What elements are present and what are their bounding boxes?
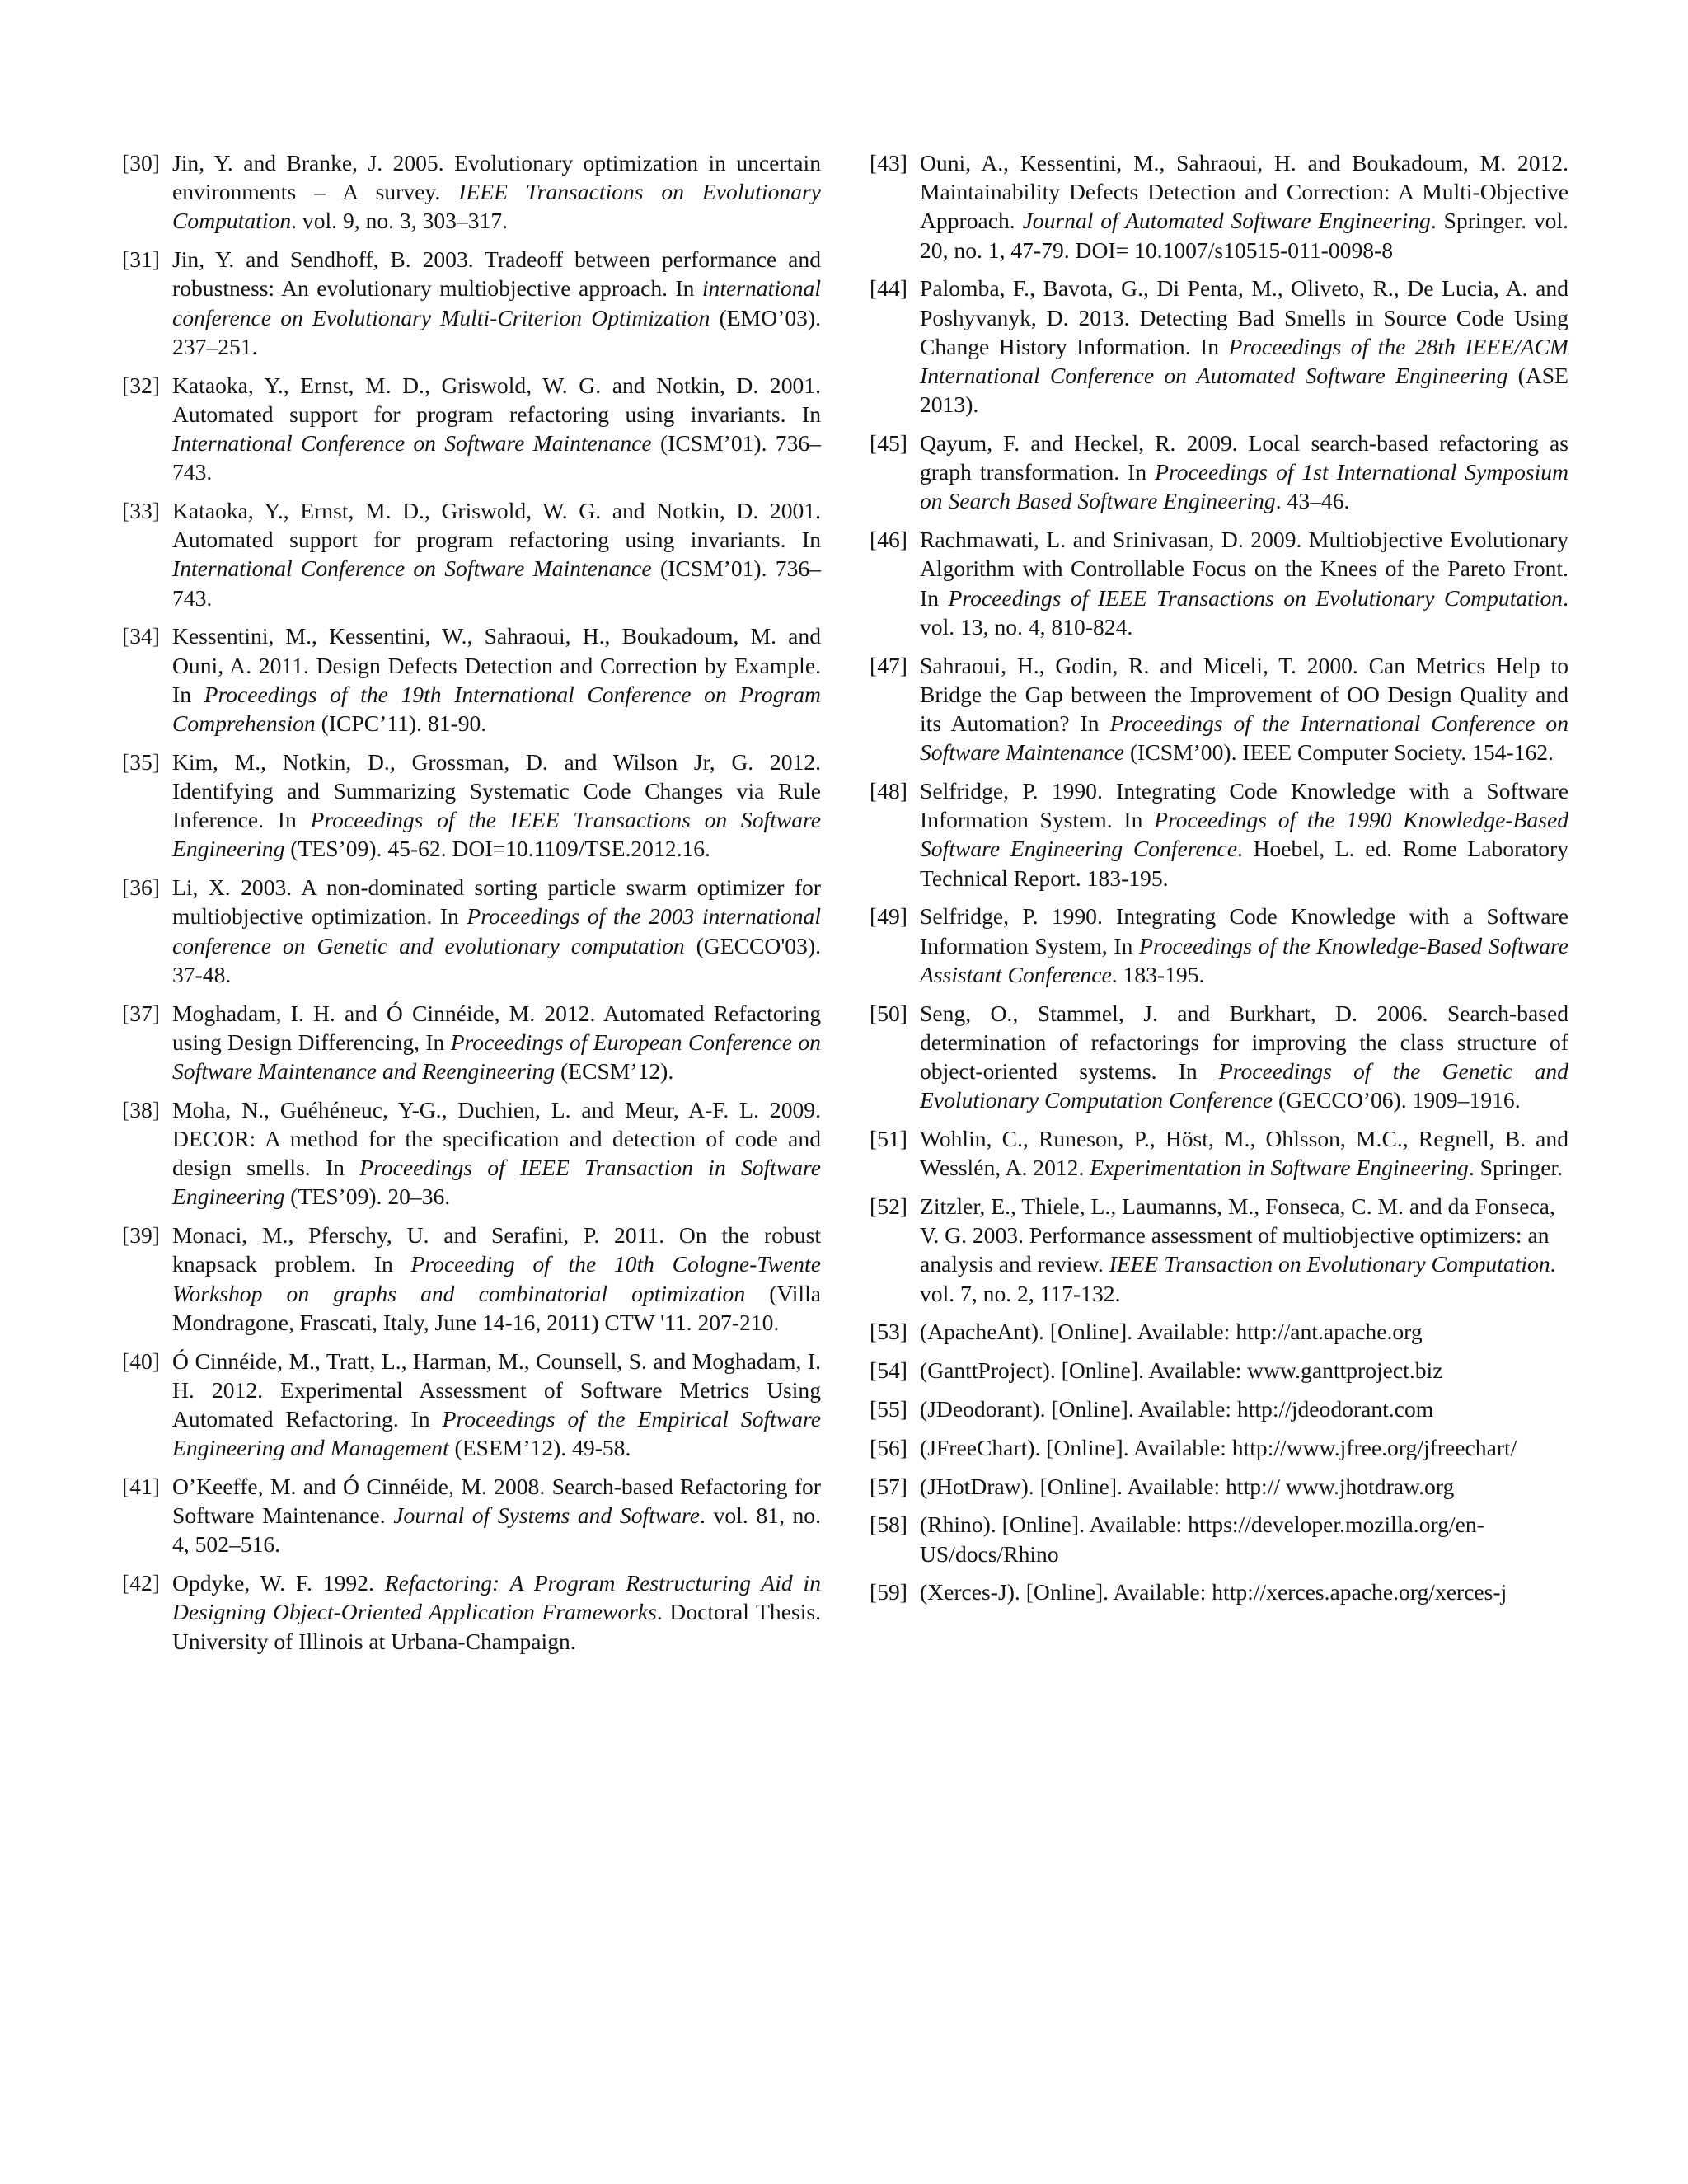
reference-number: [57] bbox=[870, 1473, 907, 1499]
reference-fragment: (JDeodorant). [Online]. Available: http://jdeodorant.com bbox=[920, 1396, 1434, 1422]
reference-fragment: Jin, Y. and Branke, J. 2005. Evolutionary optimization in uncertain environments – A survey. bbox=[172, 150, 821, 205]
reference-fragment: (TES’09). 20–36. bbox=[284, 1183, 451, 1210]
reference-text bbox=[920, 1356, 1568, 1385]
reference-number: [34] bbox=[122, 623, 160, 649]
reference-fragment: (GanttProject). [Online]. Available: www.ganttproject.biz bbox=[920, 1357, 1443, 1384]
reference-entry bbox=[870, 429, 1568, 516]
reference-entry bbox=[122, 371, 821, 487]
reference-entry bbox=[870, 1472, 1568, 1501]
reference-entry bbox=[870, 1317, 1568, 1346]
reference-fragment: Moghadam, I. H. and Ó Cinnéide, M. 2012. Automated Refactoring using Design Differencing, In bbox=[172, 1000, 821, 1055]
reference-fragment: Ó Cinnéide, M., Tratt, L., Harman, M., Counsell, S. and Moghadam, I. H. 2012. Experimental Assessment of Software Metrics Using Automated Refactoring. In bbox=[172, 1347, 821, 1432]
reference-fragment: Selfridge, P. 1990. Integrating Code Knowledge with a Software Information System. In bbox=[920, 778, 1568, 833]
reference-text bbox=[172, 496, 821, 612]
reference-fragment: (Xerces-J). [Online]. Available: http://xerces.apache.org/xerces-j bbox=[920, 1579, 1507, 1605]
reference-text bbox=[172, 1568, 821, 1656]
reference-fragment: . 43–46. bbox=[1275, 488, 1350, 514]
reference-fragment: . Hoebel, L. ed. Rome Laboratory Technical Report. 183-195. bbox=[920, 836, 1568, 891]
reference-number: [32] bbox=[122, 372, 160, 398]
reference-text bbox=[920, 1472, 1568, 1501]
reference-fragment: (ICPC’11). 81-90. bbox=[315, 710, 487, 737]
reference-venue: IEEE Transactions on Evolutionary Computation bbox=[172, 179, 821, 234]
reference-text bbox=[920, 1394, 1568, 1423]
reference-fragment: (EMO’03). 237–251. bbox=[172, 304, 821, 359]
reference-text bbox=[172, 621, 821, 738]
reference-entry bbox=[870, 651, 1568, 767]
reference-fragment: (JFreeChart). [Online]. Available: http://www.jfree.org/jfreechart/ bbox=[920, 1434, 1517, 1460]
reference-venue: Proceedings of the 28th IEEE/ACM International Conference on Automated Software Engineering bbox=[920, 333, 1568, 389]
reference-entry bbox=[870, 1510, 1568, 1568]
reference-fragment: . vol. 81, no. 4, 502–516. bbox=[172, 1502, 821, 1558]
reference-venue: Proceedings of the 19th International Conference on Program Comprehension bbox=[172, 681, 821, 737]
reference-text bbox=[172, 748, 821, 864]
reference-number: [53] bbox=[870, 1319, 907, 1345]
reference-number: [31] bbox=[122, 246, 160, 273]
reference-fragment: Kessentini, M., Kessentini, W., Sahraoui, H., Boukadoum, M. and Ouni, A. 2011. Design Defects Detection and Correction by Example. In bbox=[172, 623, 821, 707]
reference-number: [59] bbox=[870, 1579, 907, 1605]
reference-fragment: Kataoka, Y., Ernst, M. D., Griswold, W. G. and Notkin, D. 2001. Automated support for program refactoring using invariants. In bbox=[172, 372, 821, 427]
reference-text bbox=[920, 274, 1568, 419]
reference-number: [43] bbox=[870, 150, 907, 176]
reference-entry bbox=[122, 621, 821, 738]
reference-venue: IEEE Transaction on Evolutionary Computation bbox=[1109, 1251, 1550, 1277]
reference-entry bbox=[870, 1577, 1568, 1606]
reference-fragment: Rachmawati, L. and Srinivasan, D. 2009. Multiobjective Evolutionary Algorithm with Controllable Focus on the Knees of the Pareto Front. In bbox=[920, 527, 1568, 611]
reference-text bbox=[920, 1577, 1568, 1606]
reference-number: [38] bbox=[122, 1096, 160, 1122]
reference-number: [45] bbox=[870, 430, 907, 457]
reference-text bbox=[920, 651, 1568, 767]
reference-text bbox=[172, 1221, 821, 1337]
reference-venue: Proceeding of the 10th Cologne-Twente Workshop on graphs and combinatorial optimization bbox=[172, 1251, 821, 1306]
reference-number: [33] bbox=[122, 498, 160, 524]
reference-fragment: (ApacheAnt). [Online]. Available: http://ant.apache.org bbox=[920, 1319, 1423, 1345]
reference-venue: Proceedings of 1st International Symposium on Search Based Software Engineering bbox=[920, 459, 1568, 514]
reference-entry bbox=[870, 999, 1568, 1115]
reference-fragment: Monaci, M., Pferschy, U. and Serafini, P. 2011. On the robust knapsack problem. In bbox=[172, 1222, 821, 1277]
reference-text bbox=[920, 902, 1568, 989]
reference-venue: Proceedings of the International Conference on Software Maintenance bbox=[920, 710, 1568, 766]
reference-entry bbox=[122, 245, 821, 361]
reference-text bbox=[920, 999, 1568, 1115]
reference-text bbox=[172, 1347, 821, 1463]
reference-fragment: Opdyke, W. F. 1992. bbox=[172, 1570, 385, 1596]
reference-venue: Journal of Automated Software Engineering bbox=[1022, 208, 1431, 234]
reference-fragment: Wohlin, C., Runeson, P., Höst, M., Ohlsson, M.C., Regnell, B. and Wesslén, A. 2012. bbox=[920, 1126, 1568, 1181]
reference-fragment: . vol. 7, no. 2, 117-132. bbox=[920, 1251, 1556, 1306]
left-column bbox=[122, 148, 821, 1665]
reference-venue: Refactoring: A Program Restructuring Aid in Designing Object-Oriented Application Frameworks bbox=[172, 1570, 822, 1625]
reference-number: [30] bbox=[122, 150, 160, 176]
reference-entry bbox=[122, 748, 821, 864]
reference-number: [48] bbox=[870, 778, 907, 804]
reference-entry bbox=[870, 1356, 1568, 1385]
reference-entry bbox=[122, 1095, 821, 1212]
reference-venue: international conference on Evolutionary Multi-Criterion Optimization bbox=[172, 275, 821, 330]
reference-number: [37] bbox=[122, 1000, 160, 1026]
reference-venue: Journal of Systems and Software bbox=[393, 1502, 701, 1529]
reference-fragment: Moha, N., Guéhéneuc, Y-G., Duchien, L. and Meur, A-F. L. 2009. DECOR: A method for the specification and detection of code and design smells. In bbox=[172, 1096, 821, 1181]
reference-fragment: Li, X. 2003. A non-dominated sorting particle swarm optimizer for multiobjective optimization. In bbox=[172, 874, 821, 930]
reference-number: [40] bbox=[122, 1347, 160, 1374]
reference-fragment: (ASE 2013). bbox=[920, 363, 1569, 418]
reference-venue: Proceedings of the 2003 international conference on Genetic and evolutionary computation bbox=[172, 903, 821, 958]
reference-number: [52] bbox=[870, 1193, 907, 1220]
reference-number: [39] bbox=[122, 1222, 160, 1249]
reference-venue: Proceedings of the Knowledge-Based Software Assistant Conference bbox=[920, 932, 1569, 987]
reference-text bbox=[172, 245, 821, 361]
reference-text bbox=[920, 1192, 1568, 1308]
reference-entry bbox=[870, 148, 1568, 265]
reference-fragment: Palomba, F., Bavota, G., Di Penta, M., Oliveto, R., De Lucia, A. and Poshyvanyk, D. 2013. Detecting Bad Smells in Source Code Using Change History Information. In bbox=[920, 275, 1568, 359]
reference-number: [36] bbox=[122, 874, 160, 901]
reference-venue: Experimentation in Software Engineering bbox=[1090, 1155, 1469, 1181]
reference-number: [35] bbox=[122, 748, 160, 775]
reference-venue: Proceedings of IEEE Transaction in Software Engineering bbox=[172, 1155, 821, 1210]
reference-venue: International Conference on Software Maintenance bbox=[172, 430, 652, 457]
reference-text bbox=[920, 776, 1568, 893]
reference-fragment: . Springer. vol. 20, no. 1, 47-79. DOI= 10.1007/s10515-011-0098-8 bbox=[920, 208, 1568, 263]
reference-fragment: Zitzler, E., Thiele, L., Laumanns, M., Fonseca, C. M. and da Fonseca, V. G. 2003. Performance assessment of multiobjective optimizers: an analysis and review. bbox=[920, 1193, 1555, 1277]
reference-entry bbox=[870, 776, 1568, 893]
reference-entry bbox=[870, 1124, 1568, 1182]
reference-number: [46] bbox=[870, 527, 907, 553]
reference-number: [49] bbox=[870, 903, 907, 930]
reference-text bbox=[920, 1124, 1568, 1182]
reference-venue: Proceedings of the Genetic and Evolutionary Computation Conference bbox=[920, 1058, 1568, 1113]
reference-fragment: . 183-195. bbox=[1111, 961, 1205, 987]
reference-entry bbox=[870, 902, 1568, 989]
reference-text bbox=[172, 873, 821, 989]
reference-fragment: . vol. 13, no. 4, 810-824. bbox=[920, 584, 1568, 640]
reference-text bbox=[172, 1095, 821, 1212]
reference-entry bbox=[122, 148, 821, 236]
reference-fragment: O’Keeffe, M. and Ó Cinnéide, M. 2008. Search-based Refactoring for Software Maintenance. bbox=[172, 1474, 821, 1529]
reference-number: [42] bbox=[122, 1570, 160, 1596]
reference-venue: Proceedings of the Empirical Software Engineering and Management bbox=[172, 1406, 821, 1461]
reference-number: [47] bbox=[870, 652, 907, 678]
reference-entry bbox=[870, 1433, 1568, 1462]
reference-text bbox=[920, 1510, 1568, 1568]
reference-fragment: Seng, O., Stammel, J. and Burkhart, D. 2006. Search-based determination of refactorings for improving the class structure of object-oriented systems. In bbox=[920, 1000, 1568, 1085]
reference-venue: Proceedings of European Conference on Software Maintenance and Reengineering bbox=[172, 1029, 821, 1085]
reference-number: [50] bbox=[870, 1000, 907, 1026]
reference-fragment: (ICSM’00). IEEE Computer Society. 154-162. bbox=[1124, 739, 1554, 766]
reference-fragment: Ouni, A., Kessentini, M., Sahraoui, H. and Boukadoum, M. 2012. Maintainability Defects Detection and Correction: A Multi-Objective Approach. bbox=[920, 150, 1568, 234]
reference-fragment: (GECCO'03). 37-48. bbox=[172, 932, 821, 987]
reference-fragment: Qayum, F. and Heckel, R. 2009. Local search-based refactoring as graph transformation. In bbox=[920, 430, 1568, 485]
reference-number: [56] bbox=[870, 1434, 907, 1460]
reference-text bbox=[920, 429, 1568, 516]
reference-text bbox=[920, 1317, 1568, 1346]
reference-text bbox=[920, 148, 1568, 265]
reference-fragment: (JHotDraw). [Online]. Available: http:// www.jhotdraw.org bbox=[920, 1473, 1455, 1499]
reference-entry bbox=[122, 1221, 821, 1337]
reference-text bbox=[172, 371, 821, 487]
reference-venue: Proceedings of the IEEE Transactions on Software Engineering bbox=[172, 807, 821, 862]
reference-fragment: Jin, Y. and Sendhoff, B. 2003. Tradeoff between performance and robustness: An evolutionary multiobjective approach. In bbox=[172, 246, 821, 302]
reference-entry bbox=[870, 525, 1568, 641]
reference-venue: Proceedings of IEEE Transactions on Evolutionary Computation bbox=[948, 584, 1564, 611]
reference-fragment: (Villa Mondragone, Frascati, Italy, June 14-16, 2011) CTW '11. 207-210. bbox=[172, 1280, 821, 1335]
reference-fragment: (GECCO’06). 1909–1916. bbox=[1273, 1087, 1521, 1113]
reference-venue: Proceedings of the 1990 Knowledge-Based Software Engineering Conference bbox=[920, 807, 1568, 862]
reference-entry bbox=[122, 1347, 821, 1463]
reference-fragment: Selfridge, P. 1990. Integrating Code Knowledge with a Software Information System, In bbox=[920, 903, 1568, 958]
reference-entry bbox=[870, 274, 1568, 419]
reference-entry bbox=[122, 496, 821, 612]
reference-fragment: (ICSM’01). 736–743. bbox=[172, 555, 821, 611]
reference-text bbox=[920, 1433, 1568, 1462]
reference-fragment: (Rhino). [Online]. Available: https://developer.mozilla.org/en-US/docs/Rhino bbox=[920, 1511, 1484, 1567]
reference-number: [54] bbox=[870, 1357, 907, 1384]
reference-number: [41] bbox=[122, 1474, 160, 1500]
reference-entry bbox=[122, 999, 821, 1086]
reference-number: [55] bbox=[870, 1396, 907, 1422]
reference-entry bbox=[870, 1394, 1568, 1423]
reference-text bbox=[172, 1472, 821, 1559]
reference-fragment: Kataoka, Y., Ernst, M. D., Griswold, W. G. and Notkin, D. 2001. Automated support for program refactoring using invariants. In bbox=[172, 498, 821, 553]
reference-fragment: . Doctoral Thesis. University of Illinois at Urbana-Champaign. bbox=[172, 1599, 821, 1654]
reference-fragment: Kim, M., Notkin, D., Grossman, D. and Wilson Jr, G. 2012. Identifying and Summarizing Systematic Code Changes via Rule Inference. In bbox=[172, 748, 821, 833]
reference-fragment: . vol. 9, no. 3, 303–317. bbox=[291, 208, 509, 234]
reference-entry bbox=[122, 1472, 821, 1559]
reference-fragment: (ICSM’01). 736–743. bbox=[172, 430, 821, 485]
reference-fragment: (TES’09). 45-62. DOI=10.1109/TSE.2012.16. bbox=[284, 836, 710, 862]
reference-fragment: . Springer. bbox=[1468, 1155, 1564, 1181]
reference-entry bbox=[870, 1192, 1568, 1308]
reference-number: [58] bbox=[870, 1511, 907, 1538]
reference-fragment: (ECSM’12). bbox=[555, 1058, 674, 1085]
reference-venue: International Conference on Software Maintenance bbox=[172, 555, 652, 582]
right-column bbox=[870, 148, 1568, 1616]
reference-number: [44] bbox=[870, 275, 907, 302]
reference-text bbox=[920, 525, 1568, 641]
reference-entry bbox=[122, 1568, 821, 1656]
reference-entry bbox=[122, 873, 821, 989]
reference-fragment: Sahraoui, H., Godin, R. and Miceli, T. 2000. Can Metrics Help to Bridge the Gap between the Improvement of OO Design Quality and its Automation? In bbox=[920, 652, 1568, 737]
reference-text bbox=[172, 148, 821, 236]
reference-fragment: (ESEM’12). 49-58. bbox=[448, 1435, 631, 1461]
reference-text bbox=[172, 999, 821, 1086]
reference-number: [51] bbox=[870, 1126, 907, 1152]
